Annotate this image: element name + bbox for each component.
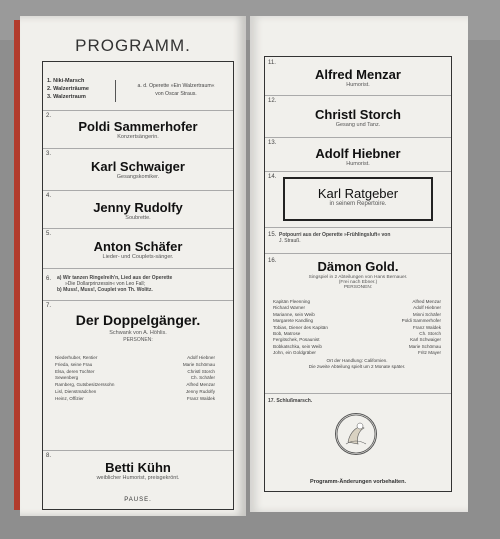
- cast-role: Bobkatschka, sein Weib: [273, 343, 322, 349]
- play-author: Schwank von A. Höhlis.: [109, 330, 167, 336]
- cast-actor: Minni Schäfer: [412, 311, 441, 317]
- cast-actor: Alfred Menzar: [186, 382, 215, 388]
- song-a-operetta: »Die Dollarprinzessin« von Leo Fall;: [65, 281, 146, 287]
- cast-actor: Alfred Menzar: [412, 299, 441, 304]
- brace: [109, 80, 116, 102]
- left-page: [20, 16, 246, 516]
- cast-actor: Karl Schwaiger: [410, 337, 441, 343]
- item-number: 15.: [268, 232, 277, 238]
- potpourri-composer: J. Strauß.: [279, 238, 301, 244]
- play-source: (Frei nach Ebner.): [338, 280, 378, 285]
- cast-actor: Ch. Storch: [419, 331, 441, 337]
- cast-actor: Franz Waldek: [186, 395, 215, 401]
- program-item-5: [43, 228, 233, 269]
- performer-role: Lieder- und Couplets-sänger.: [102, 254, 174, 260]
- performer-role: weiblicher Humorist, preisgekrönt.: [96, 475, 180, 481]
- cast-role: Marianne, sein Weib: [273, 311, 315, 317]
- footer-note: Programm-Änderungen vorbehalten.: [310, 479, 406, 485]
- performer-name: Poldi Sammerhofer: [78, 119, 198, 134]
- cast-actor: Franz Waldek: [412, 324, 441, 330]
- program-item-4: [43, 190, 233, 229]
- cast-actor: Christl Storch: [187, 368, 215, 374]
- cast-row: [55, 355, 215, 362]
- performer-role: Humorist.: [346, 161, 370, 167]
- performer-role: Humorist.: [346, 82, 370, 88]
- program-item-1: 1. Niki-Marsch 2. Walzerträume 3. Walzertraum a. d. Operette »Ein Walzertraum« von Oscar Straus.: [43, 62, 233, 111]
- item-line: Niki-Marsch: [53, 78, 85, 84]
- performer-name: Anton Schäfer: [93, 239, 183, 254]
- item-number: 2.: [46, 113, 52, 119]
- page-title: PROGRAMM.: [75, 36, 191, 55]
- play-author: Singspiel in 2 Abteilungen von Hans Bernauer.: [308, 275, 408, 280]
- featured-box: [283, 177, 433, 221]
- performer-name: Betti Kühn: [105, 460, 171, 475]
- cast-actor: Fritz Mayer: [418, 350, 441, 356]
- item-number: 17.: [268, 398, 275, 404]
- performer-role: Konzertsängerin.: [117, 134, 159, 140]
- performer-name: Adolf Hiebner: [315, 146, 401, 161]
- potpourri-text: Potpourri aus der Operette »Frühlingsluft« von: [279, 232, 391, 238]
- program-item-11: [265, 57, 451, 96]
- cast-row: [55, 369, 215, 376]
- cast-role: Margarete Kandling: [273, 318, 314, 324]
- performer-role: in seinem Repertoire.: [329, 201, 387, 207]
- program-item-3: [43, 148, 233, 191]
- cast-role: Bob, Matrose: [273, 331, 301, 337]
- cast-role: Kapitän Fleenning: [273, 299, 311, 304]
- cast-role: Lisl, Dienstmädchen: [55, 388, 97, 394]
- song-a: a) Wir tanzen Ringelreih'n, Lied aus der Operette: [57, 275, 173, 281]
- cast-row: [55, 389, 215, 396]
- item-line: Walzerträume: [53, 86, 89, 92]
- program-item-16: [265, 253, 451, 394]
- item-description: a. d. Operette »Ein Walzertraum«: [137, 83, 215, 89]
- program-item-17: [265, 393, 451, 491]
- cast-row: [55, 375, 215, 382]
- cast-role: Ramberg, Gutsbesitzerssohn: [55, 382, 115, 388]
- cast-role: Elsa, deren Tochter: [55, 368, 95, 374]
- performer-name: Karl Schwaiger: [91, 159, 185, 174]
- act-note: Die zweite Abteilung spielt um 2 Monate später.: [308, 364, 406, 370]
- right-page: [250, 16, 468, 512]
- cast-list: [273, 299, 441, 370]
- item-number: 1.: [47, 78, 52, 84]
- item-line: Walzertraum: [53, 94, 86, 100]
- cast-row: [273, 350, 441, 356]
- item-number: 11.: [268, 60, 276, 66]
- cast-role: John, ein Goldgräber: [273, 350, 316, 356]
- play-title: Dämon Gold.: [317, 259, 399, 274]
- performer-role: Soubrette.: [125, 215, 151, 221]
- item-number: 4.: [46, 193, 52, 199]
- cast-role: Niederhuber, Rentier: [55, 355, 98, 360]
- performer-name: Alfred Menzar: [315, 67, 401, 82]
- item-number: 13.: [268, 140, 277, 146]
- cast-heading: PERSONEN:: [343, 285, 373, 290]
- item-number: 7.: [46, 303, 52, 309]
- cast-actor: Adolf Hiebner: [413, 305, 441, 311]
- cast-row: [55, 362, 215, 369]
- cast-actor: Adolf Hiebner: [187, 355, 215, 360]
- setting-note: Ort der Handlung: Californien.: [326, 357, 388, 363]
- pause-label: PAUSE.: [124, 497, 152, 503]
- performer-name: Karl Ratgeber: [317, 186, 399, 201]
- program-item-7: [43, 300, 233, 451]
- cast-row: [55, 382, 215, 389]
- item-number: 14.: [268, 174, 277, 180]
- item-number: 6.: [46, 276, 52, 282]
- cast-actor: Marie Schömau: [408, 343, 441, 349]
- performer-role: Gesangskomiker.: [116, 174, 160, 180]
- cast-actor: Poldi Sammerhofer: [401, 318, 441, 324]
- cast-list: [55, 355, 215, 403]
- program-item-8: [43, 450, 233, 508]
- item-number: 8.: [46, 453, 52, 459]
- item-composer: von Oscar Straus.: [155, 91, 197, 97]
- song-b: b) Muss!, Muss!, Couplet von Th. Wolitz.: [57, 287, 153, 293]
- cast-actor: Marie Schömau: [182, 361, 215, 367]
- cast-actor: Ch. Schäfer: [190, 375, 215, 381]
- program-item-15: [265, 227, 451, 254]
- program-frame-left: [42, 61, 234, 510]
- program-item-14: [265, 171, 451, 228]
- program-item-13: [265, 137, 451, 172]
- closing-march: Schlußmarsch.: [276, 398, 313, 404]
- program-item-6: [43, 268, 233, 301]
- item-number: 16.: [268, 258, 277, 264]
- play-title: Der Doppelgänger.: [75, 312, 201, 328]
- cast-heading: PERSONEN:: [123, 337, 153, 343]
- cast-role: Richard Warner: [273, 305, 305, 311]
- cast-role: Frieda, seine Frau: [55, 361, 93, 367]
- emblem-illustration: [335, 413, 377, 455]
- item-number: 5.: [46, 231, 52, 237]
- cast-actor: Jenny Rudolfy: [185, 388, 215, 394]
- program-item-2: [43, 110, 233, 149]
- performer-name: Christl Storch: [315, 107, 401, 122]
- cast-row: [55, 396, 215, 403]
- item-number: 12.: [268, 98, 277, 104]
- cast-role: Sewenberg: [55, 375, 79, 381]
- cast-role: Tobias, Diener des Kapitän: [273, 324, 328, 330]
- program-frame-right: [264, 56, 452, 492]
- performer-role: Gesang und Tanz.: [335, 122, 381, 128]
- item-number: 3.: [46, 151, 52, 157]
- performer-name: Jenny Rudolfy: [93, 200, 183, 215]
- program-item-12: [265, 95, 451, 138]
- cast-role: Heinz, Offizier: [55, 395, 84, 401]
- cast-role: Fergitschek, Posaunist: [273, 337, 320, 343]
